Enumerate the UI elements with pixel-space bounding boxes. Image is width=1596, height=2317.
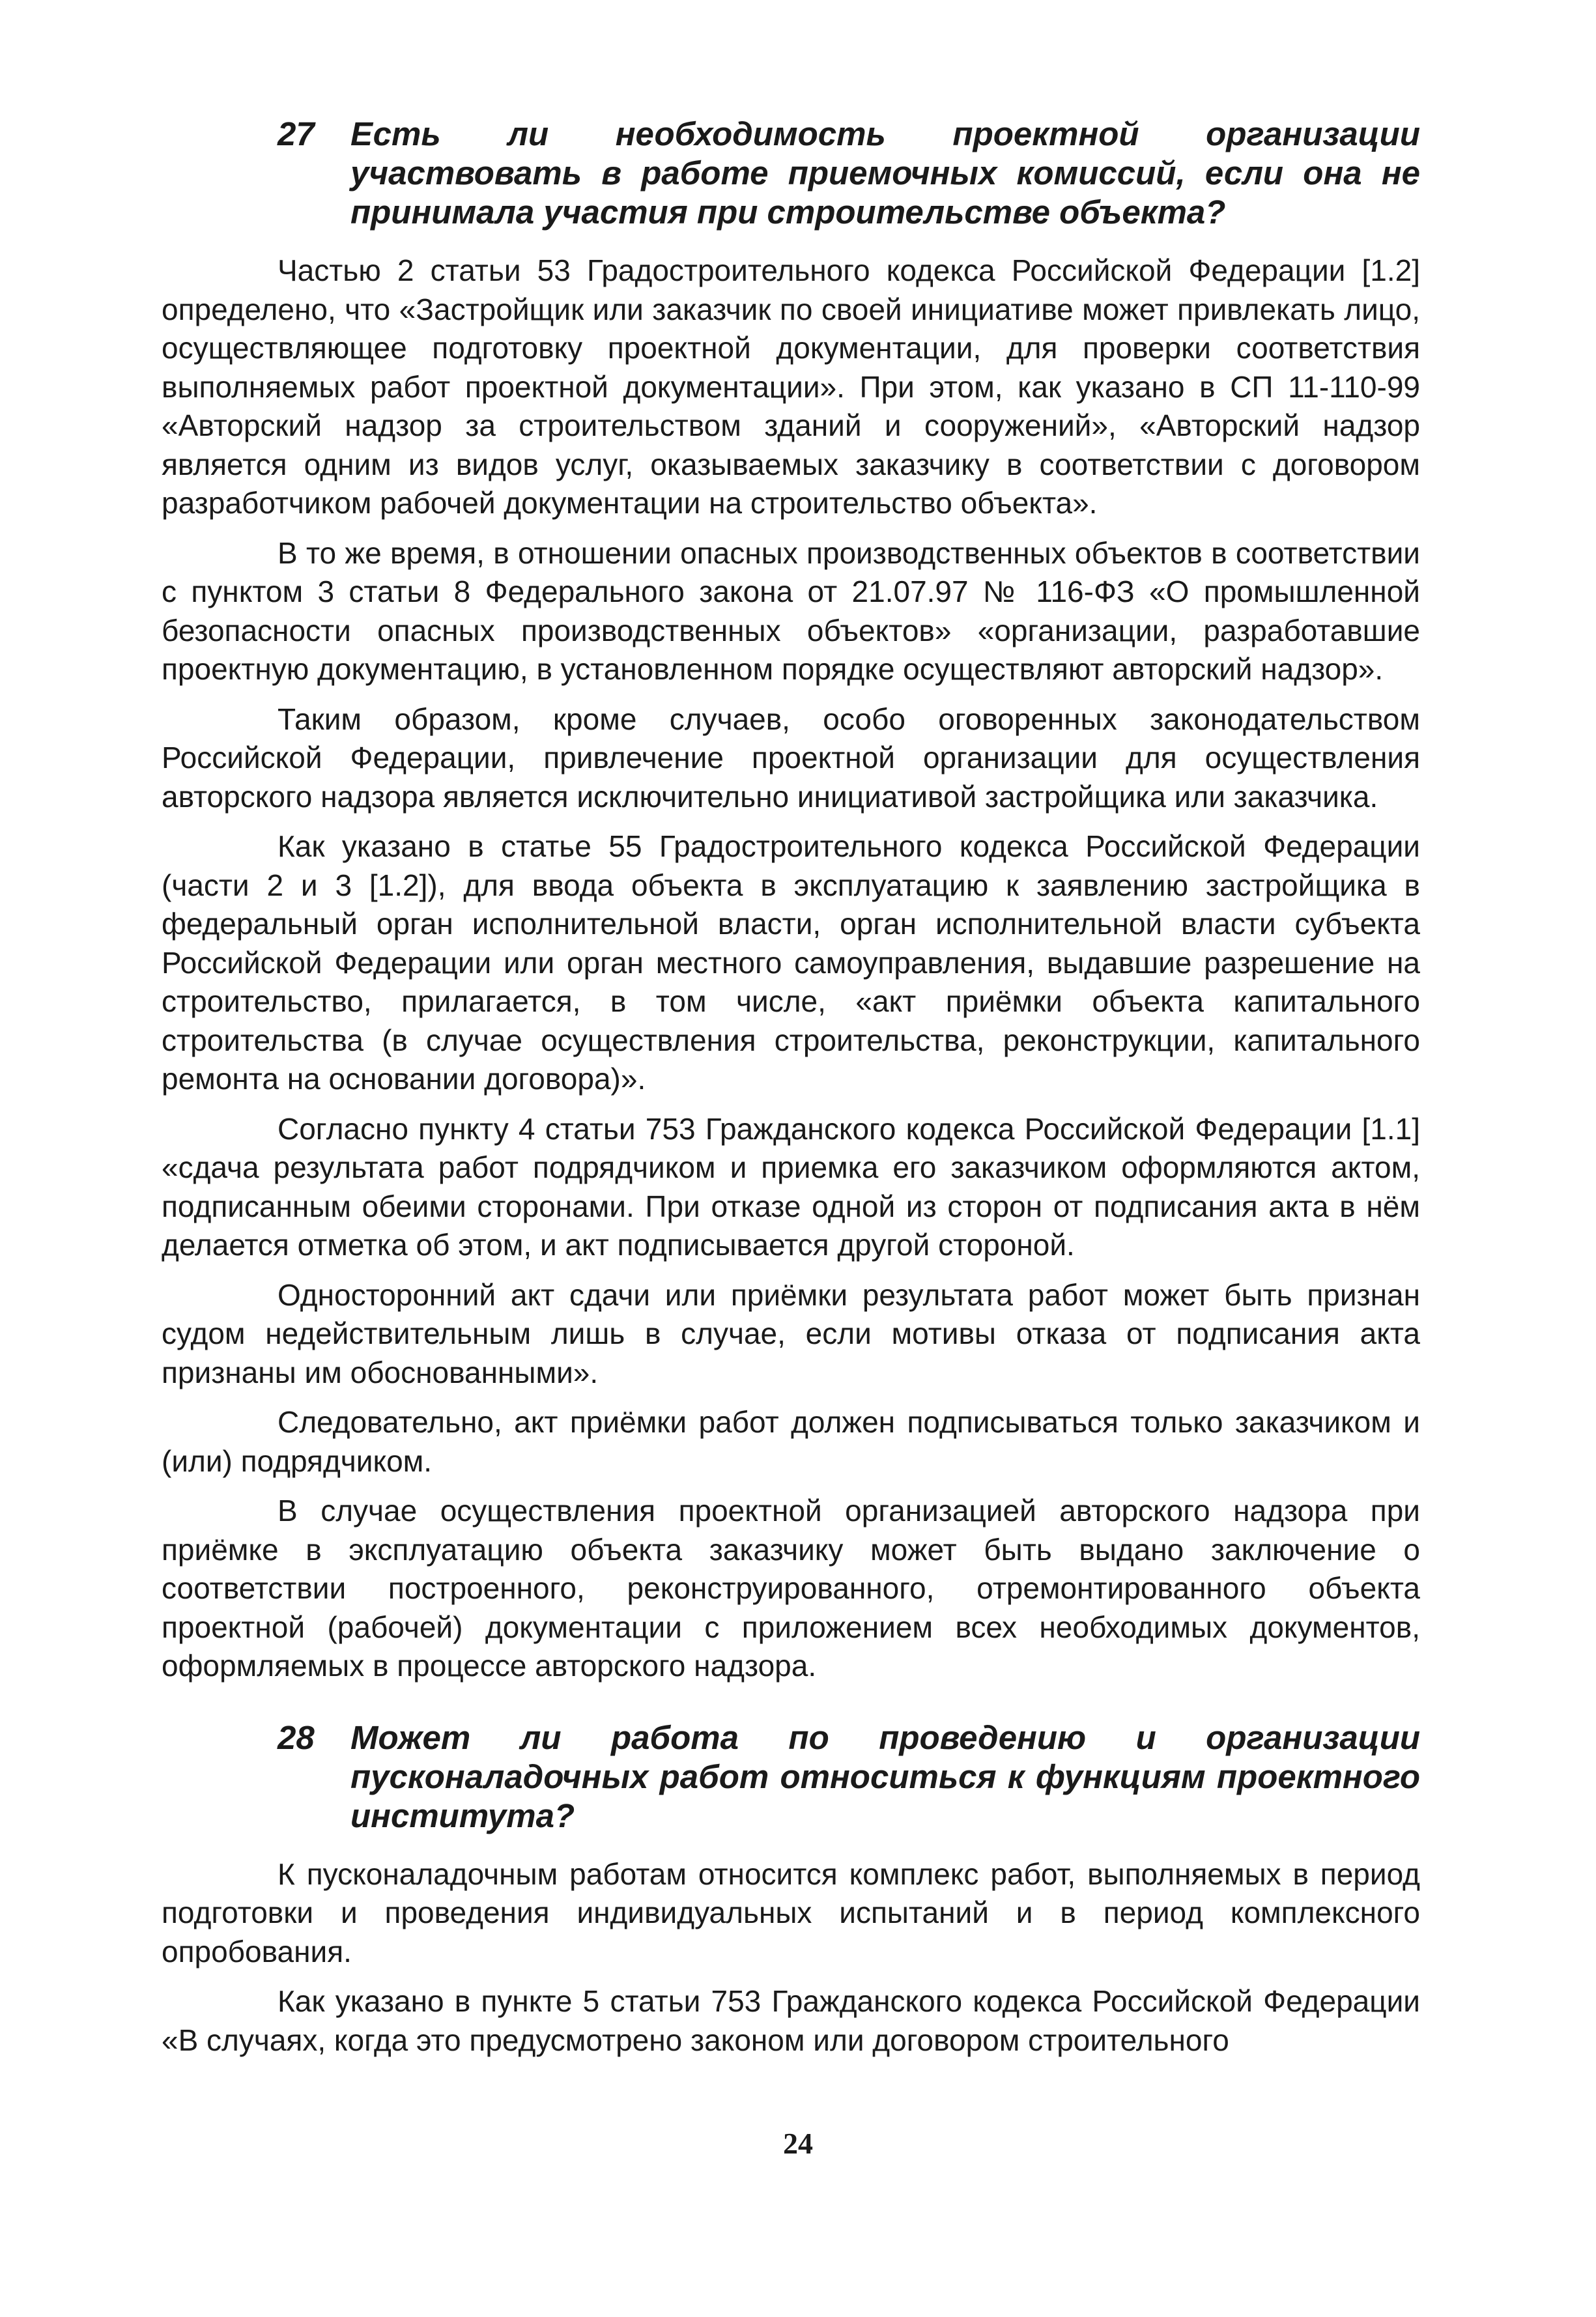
paragraph: Как указано в пункте 5 статьи 753 Гражданского кодекса Российской Федерации «В случаях, когда это предусмотрено законом или договором строительного	[162, 1984, 1420, 2057]
paragraph: Как указано в статье 55 Градостроительного кодекса Российской Федерации (части 2 и 3 [1.2]), для ввода объекта в эксплуатацию к заявлению застройщика в федеральный орган исполнительной власти, орган исполнительной власти субъекта Российской Федерации или орган местного самоуправления, выдавшие разрешение на строительство, прилагается, в том числе, «акт приёмки объекта капитального строительства (в случае осуществления строительства, реконструкции, капитального ремонта на основании договора)».	[162, 829, 1420, 1096]
question-text: Есть ли необходимость проектной организации участвовать в работе приемочных комиссий, если она не принимала участия при строительстве объекта?	[350, 115, 1420, 231]
paragraph: Односторонний акт сдачи или приёмки результата работ может быть признан судом недействительным лишь в случае, если мотивы отказа от подписания акта признаны им обоснованными».	[162, 1277, 1420, 1389]
question-number: 28	[278, 1718, 315, 1756]
paragraph: В то же время, в отношении опасных производственных объектов в соответствии с пунктом 3 статьи 8 Федерального закона от 21.07.97 № 116-ФЗ «О промышленной безопасности опасных производственных объектов» «организации, разработавшие проектную документацию, в установленном порядке осуществляют авторский надзор».	[162, 535, 1420, 686]
page-number: 24	[783, 2127, 813, 2160]
paragraph: Согласно пункту 4 статьи 753 Гражданского кодекса Российской Федерации [1.1] «сдача результата работ подрядчиком и приемка его заказчиком оформляются актом, подписанным обеими сторонами. При отказе одной из сторон от подписания акта в нём делается отметка об этом, и акт подписывается другой стороной.	[162, 1111, 1420, 1262]
question-heading-28	[162, 1718, 1420, 1836]
paragraph: В случае осуществления проектной организацией авторского надзора при приёмке в эксплуатацию объекта заказчику может быть выдано заключение о соответствии построенного, реконструированного, отремонтированного объекта проектной (рабочей) документации с приложением всех необходимых документов, оформляемых в процессе авторского надзора.	[162, 1494, 1420, 1683]
paragraph: Частью 2 статьи 53 Градостроительного кодекса Российской Федерации [1.2] определено, что «Застройщик или заказчик по своей инициативе может привлекать лицо, осуществляющее подготовку проектной документации, для проверки соответствия выполняемых работ проектной документации». При этом, как указано в СП 11-110-99 «Авторский надзор за строительством зданий и сооружений», «Авторский надзор является одним из видов услуг, оказываемых заказчику в соответствии с договором разработчиком рабочей документации на строительство объекта».	[162, 253, 1420, 520]
question-number: 27	[278, 115, 315, 152]
paragraph: К пусконаладочным работам относится комплекс работ, выполняемых в период подготовки и проведения индивидуальных испытаний и в период комплексного опробования.	[162, 1856, 1420, 1969]
paragraph: Таким образом, кроме случаев, особо оговоренных законодательством Российской Федерации, привлечение проектной организации для осуществления авторского надзора является исключительно инициативой застройщика или заказчика.	[162, 702, 1420, 814]
question-text: Может ли работа по проведению и организации пусконаладочных работ относиться к функциям проектного института?	[350, 1718, 1420, 1834]
paragraph: Следовательно, акт приёмки работ должен подписываться только заказчиком и (или) подрядчиком.	[162, 1405, 1420, 1478]
document-page	[162, 115, 1420, 2071]
question-heading-27	[162, 115, 1420, 232]
